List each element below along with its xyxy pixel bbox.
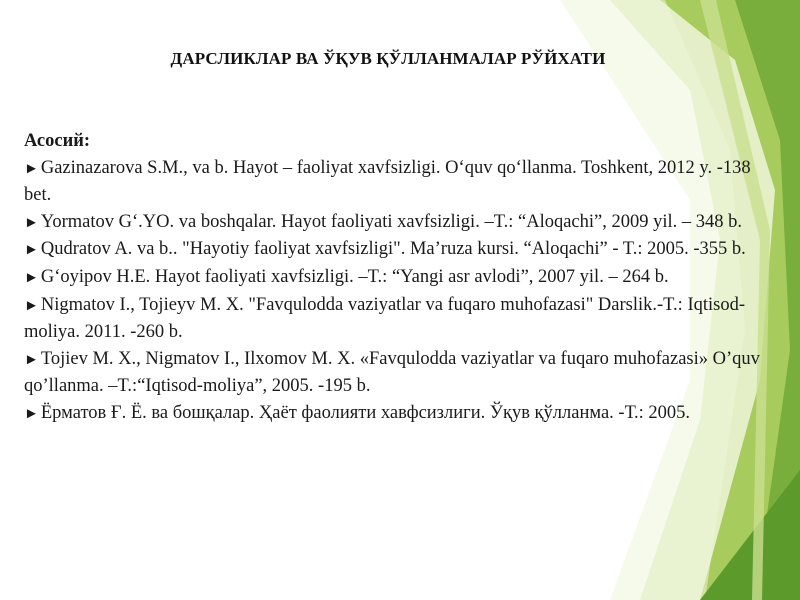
reference-item xyxy=(24,264,764,292)
reference-item xyxy=(24,346,764,400)
reference-item xyxy=(24,155,764,209)
reference-text: Qudratov A. va b.. "Hayotiy faoliyat xavfsizligi". Ma’ruza kursi. “Aloqachi” - T.: 2005. -355 b. xyxy=(40,239,746,260)
triangle-bullet-icon: ► xyxy=(24,214,39,231)
reference-item xyxy=(24,209,764,237)
triangle-bullet-icon: ► xyxy=(24,351,39,368)
slide-title: ДАРСЛИКЛАР ВА ЎҚУВ ҚЎЛЛАНМАЛАР РЎЙХАТИ xyxy=(170,49,606,68)
reference-item xyxy=(24,400,764,428)
triangle-bullet-icon: ► xyxy=(24,297,39,314)
section-heading: Асосий: xyxy=(24,131,91,151)
reference-text: Ёрматов Ғ. Ё. ва бошқалар. Ҳаёт фаолияти хавфсизлиги. Ўқув қўлланма. -Т.: 2005. xyxy=(40,402,691,423)
triangle-bullet-icon: ► xyxy=(24,269,39,286)
reference-text: Yormatov G‘.YO. va boshqalar. Hayot faoliyati xavfsizligi. –T.: “Aloqachi”, 2009 yil. – 348 b. xyxy=(40,211,743,232)
reference-item xyxy=(24,236,764,264)
reference-text: G‘oyipov H.E. Hayot faoliyati xavfsizligi. –T.: “Yangi asr avlodi”, 2007 yil. – 264 b. xyxy=(40,266,669,287)
triangle-bullet-icon: ► xyxy=(24,405,39,422)
reference-text: Gazinazarova S.M., va b. Hayot – faoliyat xavfsizligi. O‘quv qo‘llanma. Toshkent, 2012 y. -138 bet. xyxy=(24,157,751,206)
triangle-bullet-icon: ► xyxy=(24,160,39,177)
reference-text: Nigmatov I., Tojieyv M. X. "Favqulodda vaziyatlar va fuqaro muhofazasi" Darslik.-T.: Iqtisod-moliya. 2011. -260 b. xyxy=(24,294,745,343)
reference-text: Tojiev M. X., Nigmatov I., Ilxomov M. X. «Favqulodda vaziyatlar va fuqaro muhofazasi» O’quv qo’llanma. –T.:“Iqtisod-moliya”, 2005. -195 b. xyxy=(24,348,760,397)
reference-item xyxy=(24,292,764,346)
triangle-bullet-icon: ► xyxy=(24,242,39,259)
reference-list xyxy=(24,128,764,428)
